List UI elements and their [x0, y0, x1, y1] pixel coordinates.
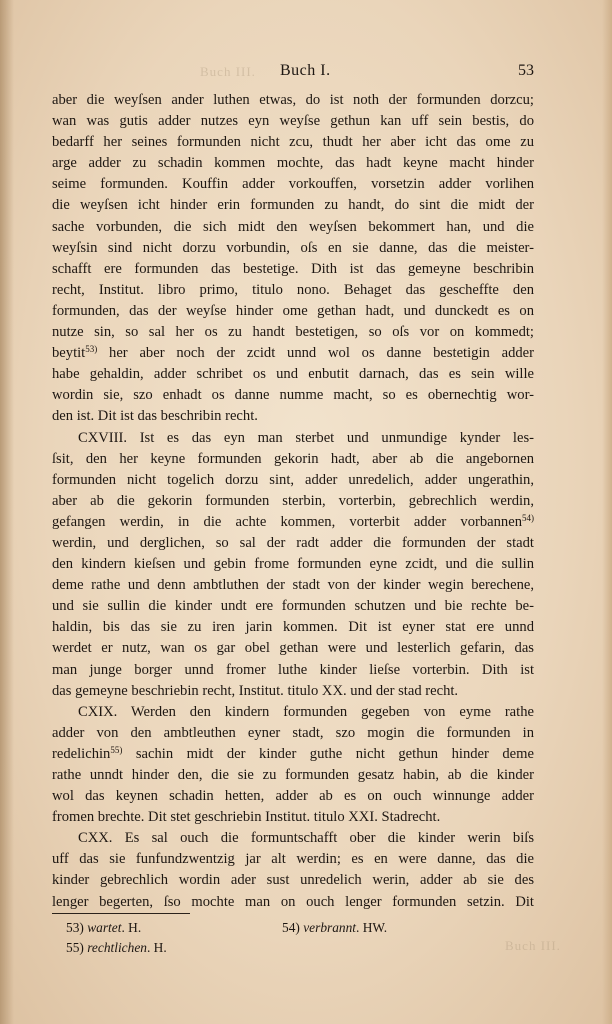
- text-line: den ist. Dit ist das beschribin recht.: [52, 408, 258, 425]
- footnote-marker: 53): [85, 344, 98, 355]
- text-line: arge adder zu schadin kommen mochte, das hadt keyne macht hinder: [52, 155, 534, 172]
- paragraph-start-line: CXX. Es sal ouch die formuntschafft ober die kinder werin biſs: [78, 830, 534, 847]
- text-line: wan was gutis adder nutzes eyn weyſse gethun kan uff sein bestis, do: [52, 113, 534, 130]
- bleed-through-text: Buch III.: [200, 64, 256, 79]
- text-line: wol das keynen schadin hetten, adder ab es on ouch winnunge adder: [52, 788, 534, 805]
- text-line: werdin, und derglichen, so sal der radt adder die formunden der stadt: [52, 534, 534, 551]
- paragraph-start-line: CXVIII. Ist es das eyn man sterbet und unmundige kynder les-: [78, 429, 534, 446]
- bleed-through-text: Buch III.: [505, 938, 561, 953]
- footnote-marker: 54): [522, 512, 534, 523]
- text-line: gefangen werdin, in die achte kommen, vorterbit adder vorbannen$^{54)}$: [52, 512, 534, 530]
- running-head: Buch I.: [280, 62, 331, 79]
- text-line: sache vorbunden, die sich midt den weyſsen bekommert han, und die: [52, 218, 534, 235]
- text-line: haldin, bis das sie zu iren jarin kommen. Dit ist eyner stat ere unnd: [52, 619, 534, 636]
- text-line: uff das sie funfundzwentzig jar alt werdin; es en were danne, das die: [52, 851, 534, 868]
- text-line: habe gehaldin, adder schribet os und enbutit darnach, das es sein wille: [52, 366, 534, 383]
- text-line: deme rathe und denn ambtluthen der stadt von der kinder wegin berechene,: [52, 577, 534, 594]
- text-line: aber die weyſsen ander luthen etwas, do ist noth der formunden dorzcu;: [52, 92, 534, 108]
- text-line: rathe unndt hinder den, die sie zu formunden gesatz habin, ab die kinder: [52, 767, 534, 783]
- text-line: nutze sin, so sal her os zu handt bestetigen, so oſs vor on kommedt;: [52, 324, 534, 341]
- text-line: recht, Institut. libro primo, titulo nono. Behaget das gescheffte den: [52, 281, 534, 298]
- text-line: wordin sie, szo enhadt os danne numme macht, so es obernechtig wor-: [52, 387, 534, 404]
- footnote-divider: [52, 913, 190, 914]
- text-line: aber ab die gekorin formunden sterbin, vorterbin, gebrechlich werdin,: [52, 492, 534, 509]
- footnote: 54) verbrannt. HW.: [282, 920, 388, 935]
- page-header: [52, 62, 534, 84]
- footnote-row: [66, 918, 534, 938]
- footnote-marker: 55): [110, 744, 123, 755]
- text-line: weyſsin sind nicht dorzu vorbundin, oſs en sie danne, das die meister-: [52, 239, 534, 256]
- text-line: adder von den ambtleuthen eyner stadt, szo mogin die formunden in: [52, 724, 534, 741]
- text-line: redelichin$^{55)}$ sachin midt der kinder guthe nicht gethun hinder deme: [52, 744, 534, 762]
- footnotes: [66, 918, 534, 958]
- text-line: formunden, das der weyſse hinder ome gethan hadt, und dunckedt es on: [52, 302, 534, 319]
- text-line: fromen brechte. Dit stet geschriebin Institut. titulo XXI. Stadrecht.: [52, 809, 441, 826]
- text-line: ſsit, den her keyne formunden gekorin hadt, aber ab die angebornen: [52, 450, 534, 467]
- text-line: man junge borger unnd fromer luthe kinder lieſse vorterbin. Dith ist: [52, 661, 534, 678]
- footnote-row: [66, 938, 534, 958]
- text-line: bedarff her seines formunden nicht zcu, thudt her aber icht das ome zu: [52, 134, 534, 151]
- text-line: das gemeyne beschriebin recht, Institut. titulo XX. und der stad recht.: [52, 682, 459, 699]
- text-line: kinder gebrechlich wordin ader sust unredelich werin, adder ab sie des: [52, 872, 534, 889]
- text-line: und sie sullin die kinder undt ere formunden schutzen und bie rechte be-: [52, 598, 534, 615]
- page-number: 53: [518, 62, 534, 79]
- text-line: lenger begerten, ſso mochte man on ouch lenger formunden setzin. Dit: [52, 893, 534, 910]
- text-line: die weyſsen icht hinder erin formunden zu handt, do sint die midt der: [52, 197, 534, 214]
- footnote: 55) rechtlichen. H.: [66, 940, 167, 955]
- text-line: werdet er nutz, wan os gar obel gethan were und lesterlich gefarin, das: [52, 640, 534, 657]
- paragraph-start-line: CXIX. Werden den kindern formunden gegeben von eyme rathe: [78, 703, 534, 720]
- text-line: beytit$^{53)}$ her aber noch der zcidt unnd wol os danne bestetigin adder: [52, 344, 534, 362]
- text-line: den kindern kieſsen und gebin frome formunden eyne zcidt, und die sullin: [52, 556, 534, 573]
- body-text: [52, 90, 534, 913]
- text-line: formunden nicht togelich dorzu sint, adder unredelich, adder ungerathin,: [52, 471, 534, 488]
- text-line: seime formunden. Kouffin adder vorkouffen, vorsetzin adder vorlihen: [52, 176, 534, 193]
- footnote: 53) wartet. H.: [66, 920, 142, 935]
- text-line: schafft ere formunden das bestetige. Dith ist das gemeyne beschribin: [52, 260, 534, 277]
